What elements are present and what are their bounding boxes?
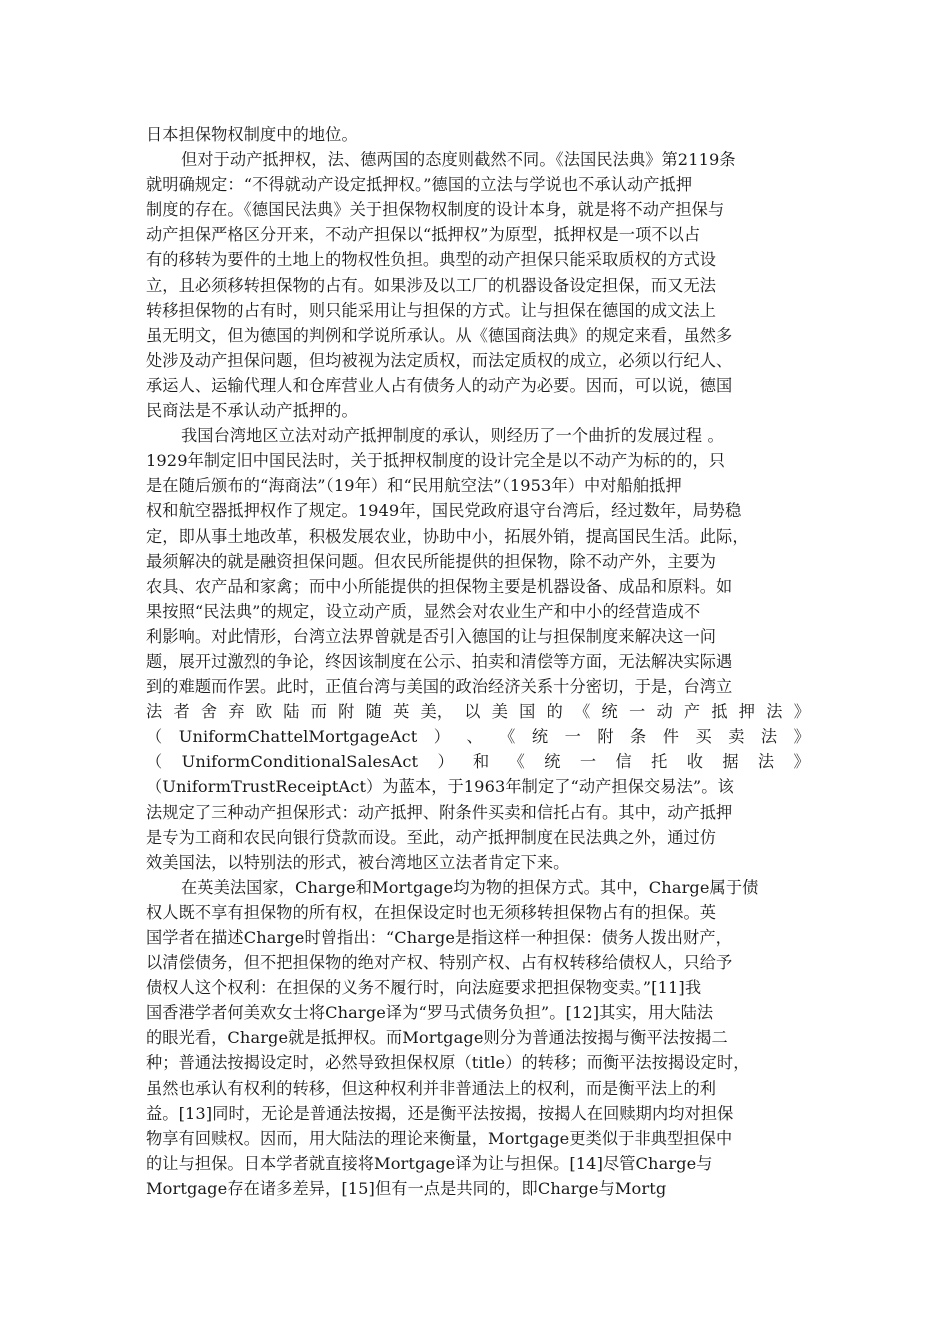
spread-token: 产 <box>683 702 701 722</box>
spread-token: （ <box>146 752 163 772</box>
spread-token: 法 <box>766 702 783 722</box>
spread-token: 统 <box>601 702 618 722</box>
text-line: 在英美法国家，Charge和Mortgage均为物的担保方式。其中，Charge属于债 <box>181 877 759 897</box>
text-line: 1929年制定旧中国民法时，关于抵押权制度的设计完全是以不动产为标的的，只 <box>146 451 726 471</box>
text-line: 定，即从事土地改革，积极发展农业，协助中小，拓展外销，提高国民生活。此际， <box>146 526 749 546</box>
text-line: 权人既不享有担保物的所有权，在担保设定时也无须移转担保物占有的担保。英 <box>146 902 717 922</box>
spread-token: UniformConditionalSalesAct <box>181 752 419 772</box>
text-line-spread <box>146 724 810 749</box>
spread-token: 《 <box>574 702 591 722</box>
spread-token: （ <box>146 727 163 747</box>
text-line: 立，且必须移转担保物的占有。如果涉及以工厂的机器设备设定担保，而又无法 <box>146 275 717 295</box>
text-line: 权和航空器抵押权作了规定。1949年，国民党政府退守台湾后，经过数年，局势稳 <box>146 501 742 521</box>
spread-token: 收 <box>686 752 703 772</box>
text-line: 益。[13]同时，无论是普通法按揭，还是衡平法按揭，按揭人在回赎期内均对担保 <box>146 1103 734 1123</box>
spread-token: ） <box>433 727 451 747</box>
text-line: 利影响。对此情形，台湾立法界曾就是否引入德国的让与担保制度来解决这一问 <box>146 626 717 646</box>
spread-token: 美， <box>420 702 454 722</box>
text-line: 以清偿债务，但不把担保物的绝对产权、特别产权、占有权转移给债权人，只给予 <box>146 953 733 973</box>
text-line: 动产担保严格区分开来，不动产担保以“抵押权”为原型，抵押权是一项不以占 <box>146 225 701 245</box>
spread-token: 一 <box>628 702 646 722</box>
spread-token: 随 <box>365 702 382 722</box>
text-line: 法规定了三种动产担保形式：动产抵押、附条件买卖和信托占有。其中，动产抵押 <box>146 802 733 822</box>
spread-token: 一 <box>579 752 597 772</box>
text-line: 处涉及动产担保问题，但均被视为法定质权，而法定质权的成立，必须以行纪人、 <box>146 350 733 370</box>
spread-token: 动 <box>656 702 673 722</box>
spread-token: UniformChattelMortgageAct <box>178 727 418 747</box>
spread-token: 一 <box>564 727 581 747</box>
spread-token: 》 <box>793 752 810 772</box>
spread-token: 抵 <box>711 702 728 722</box>
spread-token: 托 <box>651 752 668 772</box>
text-line-spread <box>146 749 810 774</box>
spread-token: 件 <box>662 727 680 747</box>
text-line: 民商法是不承认动产抵押的。 <box>146 401 358 421</box>
text-line: 果按照“民法典”的规定，设立动产质，显然会对农业生产和中小的经营造成不 <box>146 601 701 621</box>
spread-token: 法 <box>760 727 778 747</box>
text-line: 农具、农产品和家禽；而中小所能提供的担保物主要是机器设备、成品和原料。如 <box>146 576 733 596</box>
text-line: 国学者在描述Charge时曾指出：“Charge是指这样一种担保：债务人拨出财产， <box>146 928 732 947</box>
text-line: 承运人、运输代理人和仓库营业人占有债务人的动产为必要。因而，可以说，德国 <box>146 375 733 395</box>
text-line: 虽无明文，但为德国的判例和学说所承认。从《德国商法典》的规定来看，虽然多 <box>146 325 733 345</box>
text-line: （UniformTrustReceiptAct）为蓝本，于1963年制定了“动产担保交易法”。该 <box>146 777 734 797</box>
text-line: 有的移转为要件的土地上的物权性负担。典型的动产担保只能采取质权的方式设 <box>146 250 717 270</box>
text-line: 但对于动产抵押权，法、德两国的态度则截然不同。《法国民法典》第2119条 <box>181 150 736 170</box>
text-line: 就明确规定：“不得就动产设定抵押权。”德国的立法与学说也不承认动产抵押 <box>146 175 693 195</box>
spread-token: 者 <box>173 702 190 722</box>
spread-token: 统 <box>544 752 561 772</box>
spread-token: 弃 <box>228 702 245 722</box>
spread-token: 统 <box>531 727 549 747</box>
text-line: 是专为工商和农民向银行贷款而设。至此，动产抵押制度在民法典之外，通过仿 <box>146 827 717 847</box>
spread-token: 《 <box>499 727 516 747</box>
spread-token: 附 <box>597 727 614 747</box>
text-line: 日本担保物权制度中的地位。 <box>146 125 358 144</box>
text-line: 种；普通法按揭设定时，必然导致担保权原（title）的转移；而衡平法按揭设定时， <box>146 1053 750 1073</box>
text-line: 到的难题而作罢。此时，正值台湾与美国的政治经济关系十分密切，于是，台湾立 <box>146 677 733 697</box>
spread-token: 》 <box>793 702 810 722</box>
text-line: 国香港学者何美欢女士将Charge译为“罗马式债务负担”。[12]其实，用大陆法 <box>146 1003 714 1023</box>
spread-token: 法 <box>757 752 775 772</box>
text-line: 的让与担保。日本学者就直接将Mortgage译为让与担保。[14]尽管Charge与 <box>146 1153 713 1173</box>
text-line: 虽然也承认有权利的转移，但这种权利并非普通法上的权利，而是衡平法上的利 <box>146 1078 717 1098</box>
spread-token: 国 <box>519 702 536 722</box>
text-line: 最须解决的就是融资担保问题。但农民所能提供的担保物，除不动产外，主要为 <box>146 551 717 571</box>
spread-token: 舍 <box>200 702 218 722</box>
text-line: 我国台湾地区立法对动产抵押制度的承认，则经历了一个曲折的发展过程 。 <box>181 426 724 446</box>
spread-token: 而 <box>310 702 328 722</box>
spread-token: 、 <box>466 727 483 747</box>
spread-token: 押 <box>738 702 756 722</box>
spread-token: 陆 <box>283 702 300 722</box>
spread-token: 和 <box>473 752 490 772</box>
text-line: 题，展开过激烈的争论，终因该制度在公示、拍卖和清偿等方面，无法解决实际遇 <box>146 651 733 671</box>
spread-token: 法 <box>146 702 163 722</box>
spread-token: 美 <box>491 702 509 722</box>
text-line: 的眼光看，Charge就是抵押权。而Mortgage则分为普通法按揭与衡平法按揭二 <box>146 1028 728 1048</box>
spread-token: 欧 <box>255 702 273 722</box>
text-line-spread <box>146 699 810 724</box>
spread-token: 英 <box>393 702 410 722</box>
text-line: 是在随后颁布的“海商法”（19年）和“民用航空法”（1953年）中对船舶抵押 <box>146 476 682 496</box>
spread-token: 条 <box>630 727 647 747</box>
spread-token: 《 <box>508 752 525 772</box>
spread-token: 的 <box>546 702 563 722</box>
text-line: 制度的存在。《德国民法典》关于担保物权制度的设计本身，就是将不动产担保与 <box>146 200 725 220</box>
text-line: 转移担保物的占有时，则只能采用让与担保的方式。让与担保在德国的成文法上 <box>146 300 717 320</box>
body-text <box>146 122 810 1201</box>
spread-token: 卖 <box>728 727 745 747</box>
text-line: 债权人这个权利：在担保的义务不履行时，向法庭要求把担保物变卖。”[11]我 <box>146 978 702 998</box>
spread-token: 附 <box>338 702 355 722</box>
text-line: 物享有回赎权。因而，用大陆法的理论来衡量，Mortgage更类似于非典型担保中 <box>146 1128 733 1148</box>
spread-token: 据 <box>722 752 739 772</box>
spread-token: 》 <box>793 727 810 747</box>
spread-token: 信 <box>615 752 632 772</box>
spread-token: 买 <box>695 727 712 747</box>
text-line: Mortgage存在诸多差异，[15]但有一点是共同的，即Charge与Mortg <box>146 1178 667 1198</box>
text-line: 效美国法，以特别法的形式，被台湾地区立法者肯定下来。 <box>146 852 570 872</box>
spread-token: ） <box>437 752 454 772</box>
spread-token: 以 <box>464 702 481 722</box>
